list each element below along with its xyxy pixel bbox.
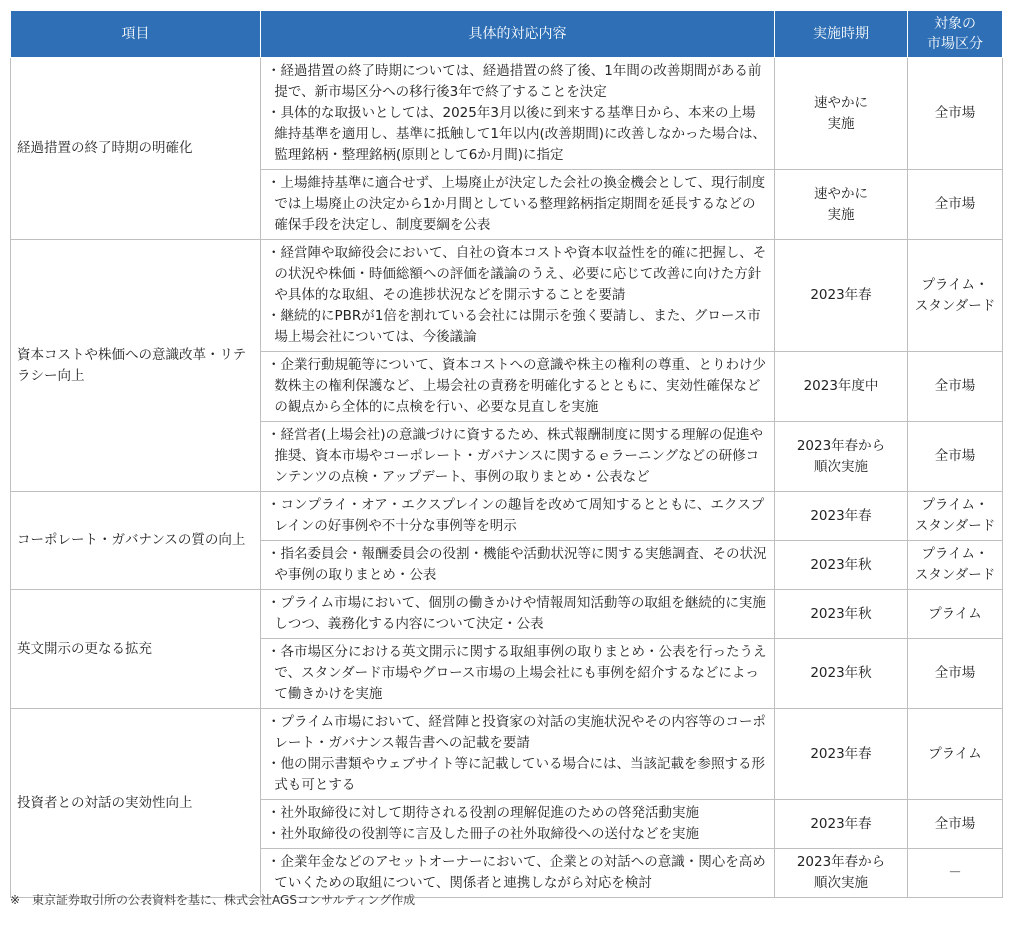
table-row — [11, 58, 1003, 170]
timing-cell: 2023年春から 順次実施 — [775, 849, 908, 898]
bullet-text: ・コンプライ・オア・エクスプレインの趣旨を改めて周知するとともに、エクスプレインの好事例や不十分な事例等を明示 — [267, 497, 765, 534]
bullet-text: ・具体的な取扱いとしては、2025年3月以後に到来する基準日から、本来の上場維持基準を適用し、基準に抵触して1年以内(改善期間)に改善しなかった場合は、監理銘柄・整理銘柄(原則として6か月間)に指定 — [267, 105, 767, 163]
content-cell — [261, 709, 775, 800]
market-cell: プライム — [908, 590, 1003, 639]
content-cell — [261, 170, 775, 240]
market-cell: プライム・ スタンダード — [908, 541, 1003, 590]
content-cell — [261, 639, 775, 709]
table-row — [11, 590, 1003, 639]
content-cell — [261, 492, 775, 541]
table-row — [11, 240, 1003, 352]
table-header-row — [11, 11, 1003, 58]
content-cell — [261, 590, 775, 639]
market-cell: プライム・ スタンダード — [908, 492, 1003, 541]
market-cell: 全市場 — [908, 58, 1003, 170]
bullet-text: ・企業年金などのアセットオーナーにおいて、企業との対話への意識・関心を高めていくための取組について、関係者と連携しながら対応を検討 — [267, 854, 766, 891]
header-content: 具体的対応内容 — [261, 11, 775, 58]
group-label: 投資者との対話の実効性向上 — [11, 709, 261, 898]
bullet-text: ・経営者(上場会社)の意識づけに資するため、株式報酬制度に関する理解の促進や推奨、資本市場やコーポレート・ガバナンスに関するｅラーニングなどの研修コンテンツの点検・アップデート、事例の取りまとめ・公表など — [267, 427, 763, 485]
timing-cell: 2023年秋 — [775, 541, 908, 590]
content-cell — [261, 58, 775, 170]
bullet-text: ・指名委員会・報酬委員会の役割・機能や活動状況等に関する実態調査、その状況や事例の取りまとめ・公表 — [267, 546, 767, 583]
group-label: 英文開示の更なる拡充 — [11, 590, 261, 709]
timing-cell: 速やかに 実施 — [775, 58, 908, 170]
market-cell: 全市場 — [908, 800, 1003, 849]
header-item: 項目 — [11, 11, 261, 58]
table-row — [11, 492, 1003, 541]
market-cell: 全市場 — [908, 422, 1003, 492]
content-cell — [261, 352, 775, 422]
bullet-text: ・企業行動規範等について、資本コストへの意識や株主の権利の尊重、とりわけ少数株主の権利保護など、上場会社の責務を明確化するとともに、実効性確保などの観点から全体的に点検を行い、必要な見直しを実施 — [267, 357, 766, 415]
timing-cell: 2023年春 — [775, 240, 908, 352]
bullet-text: ・他の開示書類やウェブサイト等に記載している場合には、当該記載を参照する形式も可とする — [267, 756, 766, 793]
bullet-text: ・経過措置の終了時期については、経過措置の終了後、1年間の改善期間がある前提で、新市場区分への移行後3年で終了することを決定 — [267, 63, 762, 100]
bullet-text: ・各市場区分における英文開示に関する取組事例の取りまとめ・公表を行ったうえで、スタンダード市場やグロース市場の上場会社にも事例を紹介するなどによって働きかけを実施 — [267, 644, 767, 702]
group-label: 資本コストや株価への意識改革・リテラシー向上 — [11, 240, 261, 492]
content-cell — [261, 240, 775, 352]
timing-cell: 2023年春 — [775, 800, 908, 849]
timing-cell: 2023年秋 — [775, 639, 908, 709]
timing-cell: 速やかに 実施 — [775, 170, 908, 240]
content-cell — [261, 541, 775, 590]
bullet-text: ・プライム市場において、経営陣と投資家の対話の実施状況やその内容等のコーポレート・ガバナンス報告書への記載を要請 — [267, 714, 766, 751]
timing-cell: 2023年秋 — [775, 590, 908, 639]
header-timing: 実施時期 — [775, 11, 908, 58]
market-cell: プライム — [908, 709, 1003, 800]
bullet-text: ・社外取締役の役割等に言及した冊子の社外取締役への送付などを実施 — [267, 826, 699, 842]
group-label: コーポレート・ガバナンスの質の向上 — [11, 492, 261, 590]
content-cell — [261, 800, 775, 849]
bullet-text: ・上場維持基準に適合せず、上場廃止が決定した会社の換金機会として、現行制度では上場廃止の決定から1か月間としている整理銘柄指定期間を延長するなどの確保手段を決定し、制度要綱を公表 — [267, 175, 766, 233]
header-market: 対象の 市場区分 — [908, 11, 1003, 58]
market-cell: 全市場 — [908, 170, 1003, 240]
timing-cell: 2023年度中 — [775, 352, 908, 422]
market-cell: プライム・ スタンダード — [908, 240, 1003, 352]
bullet-text: ・継続的にPBRが1倍を割れている会社には開示を強く要請し、また、グロース市場上場会社については、今後議論 — [267, 308, 761, 345]
bullet-text: ・プライム市場において、個別の働きかけや情報周知活動等の取組を継続的に実施しつつ、義務化する内容について決定・公表 — [267, 595, 766, 632]
bullet-text: ・社外取締役に対して期待される役割の理解促進のための啓発活動実施 — [267, 805, 699, 821]
timing-cell: 2023年春 — [775, 492, 908, 541]
group-label: 経過措置の終了時期の明確化 — [11, 58, 261, 240]
timing-cell: 2023年春 — [775, 709, 908, 800]
market-cell: 全市場 — [908, 639, 1003, 709]
bullet-text: ・経営陣や取締役会において、自社の資本コストや資本収益性を的確に把握し、その状況や株価・時価総額への評価を議論のうえ、必要に応じて改善に向けた方針や具体的な取組、その進捗状況などを開示することを要請 — [267, 245, 767, 303]
table-row — [11, 709, 1003, 800]
market-cell: － — [908, 849, 1003, 898]
market-cell: 全市場 — [908, 352, 1003, 422]
timing-cell: 2023年春から 順次実施 — [775, 422, 908, 492]
measures-table — [10, 10, 1003, 898]
content-cell — [261, 422, 775, 492]
source-footnote: ※ 東京証券取引所の公表資料を基に、株式会社AGSコンサルティング作成 — [10, 893, 416, 907]
